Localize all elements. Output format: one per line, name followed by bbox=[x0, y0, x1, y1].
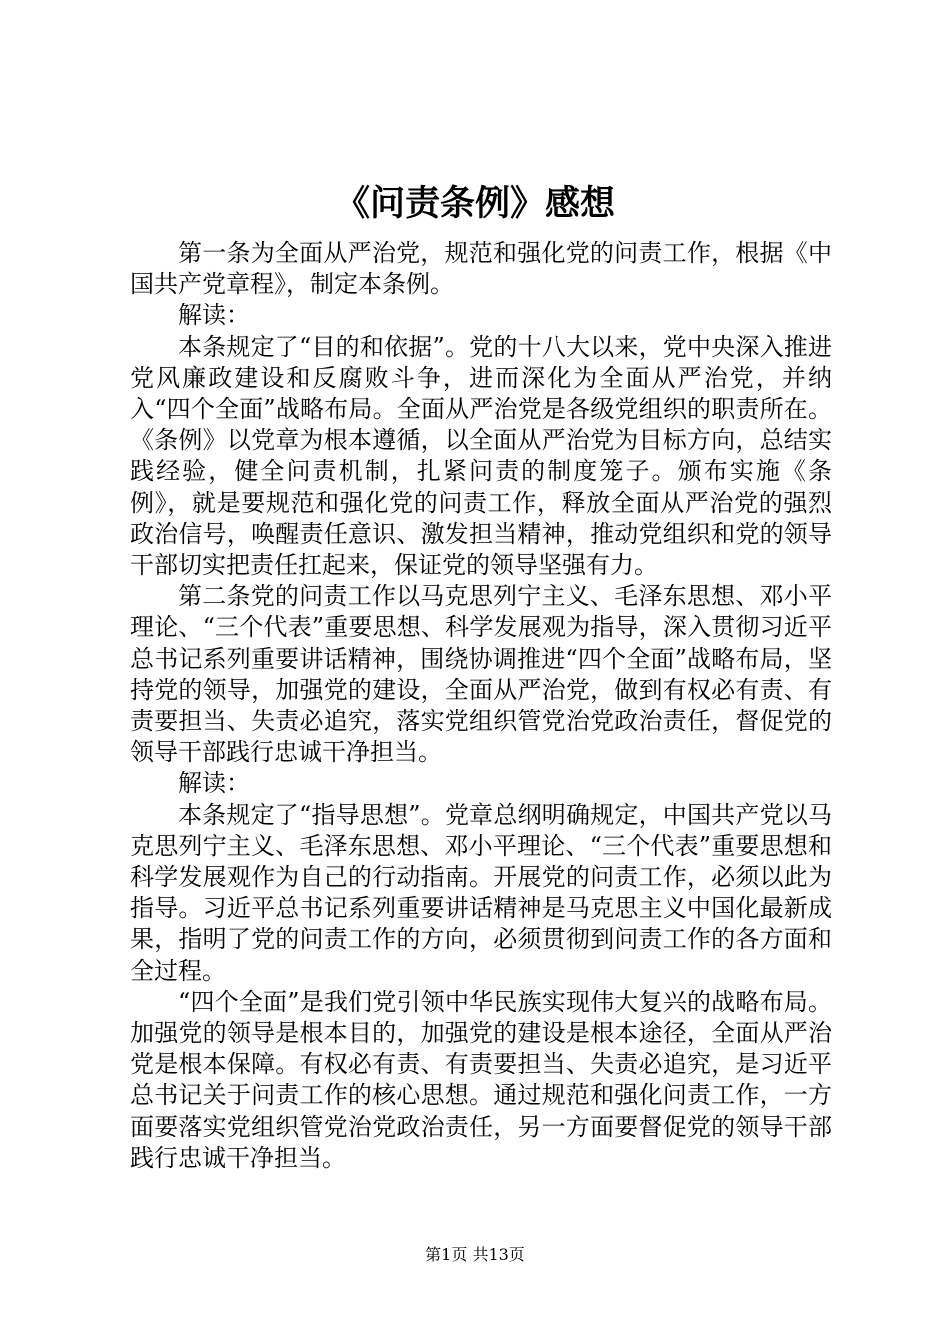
document-title: 《问责条例》感想 bbox=[334, 183, 615, 224]
document-body bbox=[130, 238, 832, 1174]
paragraph-interpretation-label-1: 解读： bbox=[178, 301, 250, 330]
paragraph-article-1: 第一条为全面从严治党，规范和强化党的问责工作，根据《中国共产党章程》，制定本条例。 bbox=[130, 239, 832, 299]
paragraph-interpretation-2: 本条规定了“指导思想”。党章总纲明确规定，中国共产党以马克思列宁主义、毛泽东思想、邓小平理论、“三个代表”重要思想和科学发展观作为自己的行动指南。开展党的问责工作，必须以此为指导。习近平总书记系列重要讲话精神是马克思主义中国化最新成果，指明了党的问责工作的方向，必须贯彻到问责工作的各方面和全过程。 bbox=[130, 800, 832, 985]
page-number-footer: 第1页 共13页 bbox=[425, 1245, 525, 1264]
paragraph-article-2: 第二条党的问责工作以马克思列宁主义、毛泽东思想、邓小平理论、“三个代表”重要思想、科学发展观为指导，深入贯彻习近平总书记系列重要讲话精神，围绕协调推进“四个全面”战略布局，坚持党的领导，加强党的建设，全面从严治党，做到有权必有责、有责要担当、失责必追究，落实党组织管党治党政治责任，督促党的领导干部践行忠诚干净担当。 bbox=[130, 582, 832, 767]
paragraph-interpretation-1: 本条规定了“目的和依据”。党的十八大以来，党中央深入推进党风廉政建设和反腐败斗争，进而深化为全面从严治党，并纳入“四个全面”战略布局。全面从严治党是各级党组织的职责所在。《条例》以党章为根本遵循，以全面从严治党为目标方向，总结实践经验，健全问责机制，扎紧问责的制度笼子。颁布实施《条例》，就是要规范和强化党的问责工作，释放全面从严治党的强烈政治信号，唤醒责任意识、激发担当精神，推动党组织和党的领导干部切实把责任扛起来，保证党的领导坚强有力。 bbox=[130, 332, 832, 580]
paragraph-interpretation-2-continued: “四个全面”是我们党引领中华民族实现伟大复兴的战略布局。加强党的领导是根本目的，加强党的建设是根本途径，全面从严治党是根本保障。有权必有责、有责要担当、失责必追究，是习近平总书记关于问责工作的核心思想。通过规范和强化问责工作，一方面要落实党组织管党治党政治责任，另一方面要督促党的领导干部践行忠诚干净担当。 bbox=[130, 987, 832, 1172]
paragraph-interpretation-label-2: 解读： bbox=[178, 769, 250, 798]
